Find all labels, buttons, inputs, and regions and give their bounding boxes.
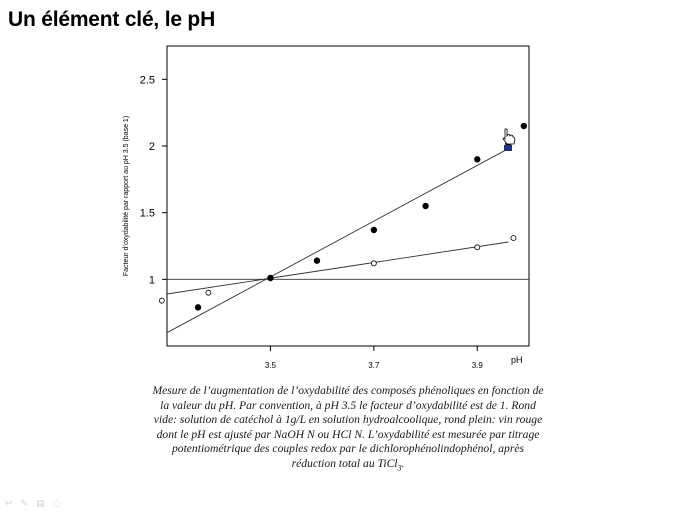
x-tick-label: 3.9 xyxy=(471,361,483,370)
slide-toolbar[interactable] xyxy=(5,499,60,509)
filled-point xyxy=(268,275,274,281)
x-tick-label: 3.5 xyxy=(264,361,276,370)
y-tick-label: 2 xyxy=(148,141,155,153)
y-tick-label: 1.5 xyxy=(139,207,155,220)
filled-point xyxy=(521,123,527,129)
line-open-fit xyxy=(167,242,508,294)
figure-caption: Mesure de l’augmentation de l’oxydabilité des composés phénoliques en fonction de la valeur du pH. Par convention, à pH 3.5 le facteur d’oxydabilité est de 1. Rond vide: solution de catéchol à 1g/L en solution hydroalcoolique, rond plein: vin rouge dont le pH est ajusté par NaOH N ou HCl N. L’oxydabilité est mesurée par titrage potentiométrique des couples redox par le dichlorophénolindophénol, après réduction total au TiCl$_3$. xyxy=(152,384,544,473)
x-tick-label: 3.7 xyxy=(368,361,380,370)
y-axis-ticks xyxy=(140,74,167,286)
fit-lines xyxy=(167,149,529,333)
x-axis-ticks xyxy=(265,346,484,370)
line-filled-fit xyxy=(167,149,508,333)
slides-menu-icon[interactable]: ▤ xyxy=(36,499,45,509)
filled-point xyxy=(314,258,320,264)
open-point xyxy=(159,298,164,303)
y-tick-label: 1 xyxy=(148,274,155,287)
data-points xyxy=(159,123,526,310)
filled-point xyxy=(371,227,377,233)
open-point xyxy=(511,236,516,241)
open-point xyxy=(371,261,376,266)
filled-point xyxy=(423,203,429,209)
plot-frame xyxy=(167,46,529,346)
hand-cursor-icon xyxy=(500,128,516,146)
pen-icon[interactable]: ✎ xyxy=(20,499,29,509)
slide-title: Un élément clé, le pH xyxy=(8,8,216,31)
y-tick-label: 2.5 xyxy=(139,74,155,87)
open-point xyxy=(206,290,211,295)
options-icon[interactable]: ◌ xyxy=(52,499,61,509)
y-axis-label: Facteur d’oxydabilité par rapport au pH 3.5 (base 1) xyxy=(123,115,130,277)
x-axis-label: pH xyxy=(511,355,523,365)
filled-point xyxy=(474,157,480,163)
open-point xyxy=(475,245,480,250)
filled-point xyxy=(195,305,201,311)
back-arrow-icon[interactable]: ↩ xyxy=(5,499,13,509)
